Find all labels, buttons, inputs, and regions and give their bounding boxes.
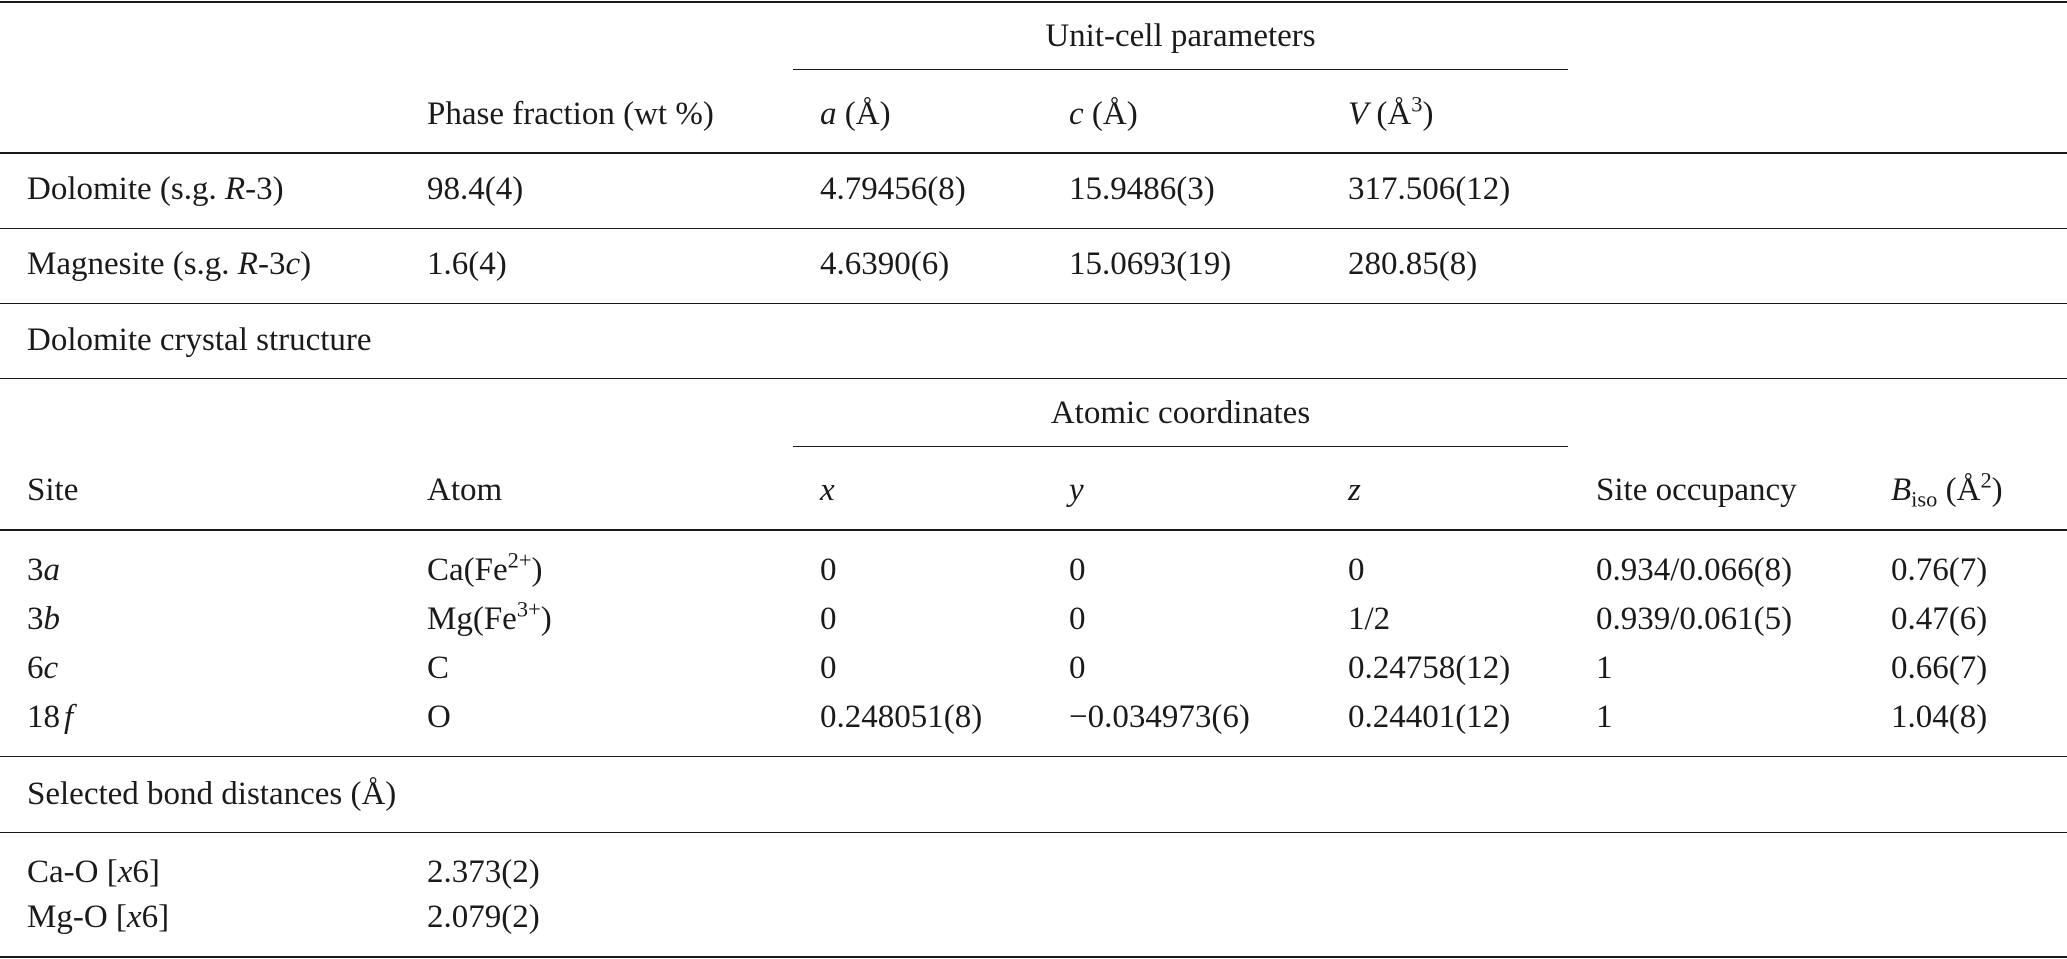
site-cell (27, 550, 60, 590)
bond-multiplier-number: 6 (132, 854, 149, 890)
a-value-cell: 4.6390(6) (820, 246, 950, 282)
phase-fraction-label: Phase fraction (wt %) (427, 96, 714, 132)
col-v-unit-exponent: 3 (1411, 91, 1423, 117)
phase-name: Dolomite (s.g. (27, 171, 225, 207)
phase-fraction-cell: 98.4(4) (427, 171, 524, 207)
v-value-cell: 280.85(8) (1348, 246, 1478, 282)
phase-name: Magnesite (s.g. (27, 246, 238, 282)
phase-name-cell (27, 169, 284, 209)
atom-cell (427, 697, 451, 737)
bottom-rule (0, 956, 2067, 958)
bond-label-cell (27, 852, 160, 892)
col-a-symbol: a (820, 96, 837, 132)
structure-header-bottom-rule (0, 529, 2067, 531)
x-symbol: x (820, 472, 835, 508)
atom-main: O (427, 699, 451, 735)
atomic-group-rule (793, 446, 1568, 447)
section-divider-rule (0, 756, 2067, 757)
bond-label-cell (27, 897, 169, 937)
x-cell: 0 (820, 650, 837, 686)
site-number: 3 (27, 552, 44, 588)
biso-unit-exponent: 2 (1980, 467, 1992, 493)
site-letter: c (43, 650, 59, 686)
site-number: 6 (27, 650, 44, 686)
site-letter: b (43, 601, 60, 637)
row-divider-rule (0, 303, 2067, 304)
phase-name-close: ) (300, 246, 312, 282)
bond-label: Ca-O [ (27, 854, 118, 890)
col-c-unit: (Å) (1091, 96, 1138, 132)
atom-main: Ca(Fe (427, 552, 508, 588)
site-header: Site (27, 472, 79, 508)
bond-value-cell: 2.079(2) (427, 899, 540, 935)
atomic-coordinates-group-header (793, 393, 1568, 433)
phase-name-cell (27, 244, 311, 284)
z-cell: 1/2 (1348, 601, 1391, 637)
y-cell: −0.034973(6) (1069, 699, 1250, 735)
bond-multiplier-number: 6 (141, 899, 159, 935)
z-cell: 0.24758(12) (1348, 650, 1511, 686)
c-value-cell: 15.9486(3) (1069, 171, 1215, 207)
biso-subscript: iso (1911, 486, 1938, 512)
col-v-symbol: V (1348, 96, 1369, 132)
y-cell: 0 (1069, 650, 1086, 686)
col-a-unit: (Å) (844, 96, 891, 132)
x-cell: 0.248051(8) (820, 699, 983, 735)
atom-close: ) (540, 601, 552, 637)
biso-cell: 0.76(7) (1891, 552, 1988, 588)
y-symbol: y (1069, 472, 1084, 508)
atom-close: ) (531, 552, 543, 588)
y-header (1069, 470, 1084, 510)
col-c-header (1069, 94, 1138, 134)
col-v-header (1348, 91, 1434, 134)
biso-cell: 1.04(8) (1891, 699, 1988, 735)
unit-cell-group-rule (793, 69, 1568, 70)
x-cell: 0 (820, 601, 837, 637)
phase-fraction-header (427, 94, 714, 134)
atom-cell (427, 648, 449, 688)
y-cell: 0 (1069, 552, 1086, 588)
x-cell: 0 (820, 552, 837, 588)
site-cell (27, 648, 58, 688)
site-letter: f (64, 699, 74, 735)
biso-symbol: B (1891, 472, 1912, 508)
structure-section-title: Dolomite crystal structure (27, 322, 372, 358)
occupancy-cell: 1 (1596, 650, 1613, 686)
occupancy-cell: 1 (1596, 699, 1613, 735)
unit-cell-group-label: Unit-cell parameters (1045, 18, 1316, 54)
unit-cell-group-header (793, 16, 1568, 56)
atom-cell (427, 596, 552, 639)
space-group-suffix: c (285, 246, 301, 282)
biso-unit-close: ) (1991, 472, 2003, 508)
x-header (820, 470, 835, 510)
biso-header (1891, 467, 2003, 512)
space-group-rest: -3 (257, 246, 286, 282)
c-value-cell: 15.0693(19) (1069, 246, 1232, 282)
z-cell: 0 (1348, 552, 1365, 588)
z-symbol: z (1348, 472, 1361, 508)
bonds-section-title: Selected bond distances (Å) (27, 776, 397, 812)
y-cell: 0 (1069, 601, 1086, 637)
atomic-coordinates-label: Atomic coordinates (1050, 395, 1311, 431)
atom-charge: 3+ (516, 596, 541, 622)
bond-multiplier-symbol: x (126, 899, 142, 935)
bond-multiplier-symbol: x (117, 854, 133, 890)
site-cell (27, 697, 73, 737)
biso-unit-open: (Å (1945, 472, 1981, 508)
section-divider-rule (0, 378, 2067, 379)
col-v-unit-close: ) (1422, 96, 1434, 132)
biso-cell: 0.47(6) (1891, 601, 1988, 637)
site-cell (27, 599, 60, 639)
a-value-cell: 4.79456(8) (820, 171, 966, 207)
atom-main: Mg(Fe (427, 601, 517, 637)
occupancy-cell: 0.934/0.066(8) (1596, 552, 1793, 588)
atom-charge: 2+ (507, 547, 532, 573)
bond-label: Mg-O [ (27, 899, 127, 935)
col-v-unit-open: (Å (1376, 96, 1412, 132)
section-divider-rule (0, 832, 2067, 833)
bond-label-close: ] (158, 899, 170, 935)
bond-label-close: ] (148, 854, 160, 890)
top-rule (0, 1, 2067, 3)
occupancy-cell: 0.939/0.061(5) (1596, 601, 1793, 637)
atom-main: C (427, 650, 450, 686)
phase-fraction-cell: 1.6(4) (427, 246, 507, 282)
occupancy-header: Site occupancy (1596, 472, 1797, 508)
biso-cell: 0.66(7) (1891, 650, 1988, 686)
space-group-symbol: R (237, 246, 258, 282)
bond-value-cell: 2.373(2) (427, 854, 540, 890)
site-number: 3 (27, 601, 44, 637)
space-group-symbol: R (224, 171, 246, 207)
v-value-cell: 317.506(12) (1348, 171, 1511, 207)
row-divider-rule (0, 228, 2067, 229)
col-c-symbol: c (1069, 96, 1084, 132)
header-bottom-rule (0, 152, 2067, 154)
atom-header: Atom (427, 472, 503, 508)
space-group-rest: -3 (245, 171, 273, 207)
col-a-header (820, 94, 891, 134)
site-number: 18 (27, 699, 60, 735)
phase-name-close: ) (272, 171, 284, 207)
atom-cell (427, 547, 543, 590)
z-header (1348, 470, 1361, 510)
site-letter: a (43, 552, 60, 588)
z-cell: 0.24401(12) (1348, 699, 1511, 735)
